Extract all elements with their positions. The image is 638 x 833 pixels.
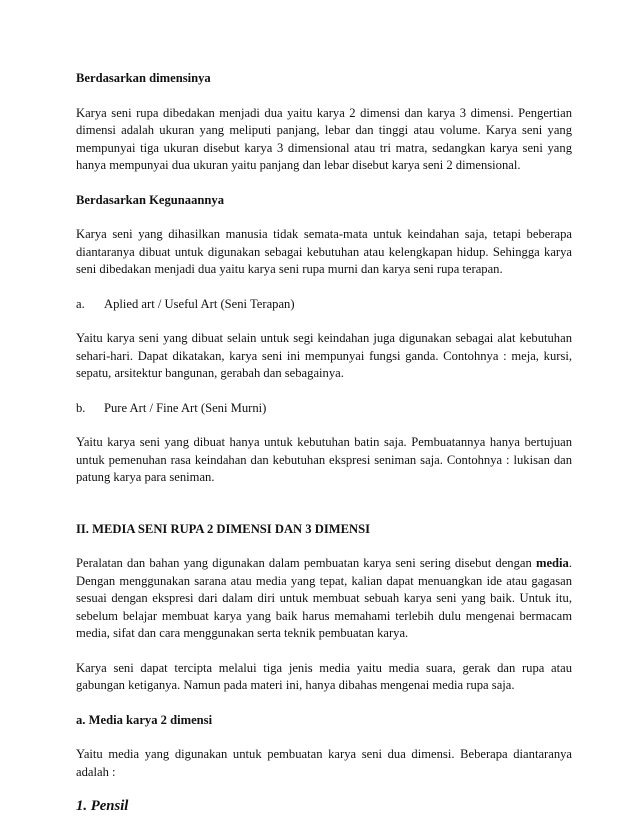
paragraph-media-2d: Yaitu media yang digunakan untuk pembuatan karya seni dua dimensi. Beberapa diantaranya adalah :	[76, 747, 572, 779]
paragraph-item-b: Yaitu karya seni yang dibuat hanya untuk kebutuhan batin saja. Pembuatannya hanya bertujuan untuk pemenuhan rasa keindahan dan kebutuhan ekspresi seniman saja. Contohnya : lukisan dan patung karya para seniman.	[76, 435, 572, 484]
paragraph-kegunaan: Karya seni yang dihasilkan manusia tidak semata-mata untuk keindahan saja, tetapi beberapa diantaranya dibuat untuk digunakan sebagai kebutuhan atau kelengkapan hidup. Sehingga karya seni dibedakan menjadi dua yaitu karya seni rupa murni dan karya seni rupa terapan.	[76, 227, 572, 276]
list-item-a-label	[76, 296, 572, 314]
heading-media: II. MEDIA SENI RUPA 2 DIMENSI DAN 3 DIMENSI	[76, 521, 371, 536]
list-label-a-text: Aplied art / Useful Art (Seni Terapan)	[104, 296, 295, 311]
paragraph-media-2: Karya seni dapat tercipta melalui tiga jenis media yaitu media suara, gerak dan rupa atau gabungan ketiganya. Namun pada materi ini, hanya dibahas mengenai media rupa saja.	[76, 660, 572, 692]
document-page	[76, 70, 572, 833]
heading-dimensi: Berdasarkan dimensinya	[76, 71, 211, 85]
paragraph-media-1	[76, 555, 572, 643]
paragraph-item-a: Yaitu karya seni yang dibuat selain untuk segi keindahan juga digunakan sebagai alat kebutuhan sehari-hari. Dapat dikatakan, karya seni ini mempunyai fungsi ganda. Contohnya : meja, kursi, sepatu, arsitektur bangunan, gerabah dan sebagainya.	[76, 331, 572, 380]
paragraph-media-1-end: . Dengan menggunakan sarana atau media yang tepat, kalian dapat menuangkan ide atau gagasan sesuai dengan ekspresi dari dalam diri untuk membuat sebuah karya seni yang baik. Untuk itu, sebelum belajar membuat karya yang baik harus memahami terlebih dulu mengenai bermacam media, sifat dan cara menggunakan serta teknik pembuatan karya.	[76, 556, 572, 640]
keyword-media: media	[535, 556, 569, 570]
paragraph-media-1-start: Peralatan dan bahan yang digunakan dalam pembuatan karya seni sering disebut dengan	[76, 556, 536, 570]
list-marker-b: b.	[76, 400, 86, 415]
list-item-b-label	[76, 400, 572, 418]
list-label-b-text: Pure Art / Fine Art (Seni Murni)	[104, 400, 267, 415]
heading-kegunaan: Berdasarkan Kegunaannya	[76, 192, 225, 207]
subheading-pensil: 1. Pensil	[76, 798, 129, 814]
list-marker-a: a.	[76, 296, 85, 311]
paragraph-dimensi: Karya seni rupa dibedakan menjadi dua yaitu karya 2 dimensi dan karya 3 dimensi. Pengertian dimensi adalah ukuran yang meliputi panjang, lebar dan tinggi atau volume. Karya seni yang mempunyai tiga ukuran disebut karya 3 dimensional atau tri matra, sedangkan karya seni yang hanya mempunyai dua ukuran yaitu panjang dan lebar disebut karya seni 2 dimensional.	[76, 105, 572, 172]
heading-media-2d: a. Media karya 2 dimensi	[76, 712, 213, 727]
